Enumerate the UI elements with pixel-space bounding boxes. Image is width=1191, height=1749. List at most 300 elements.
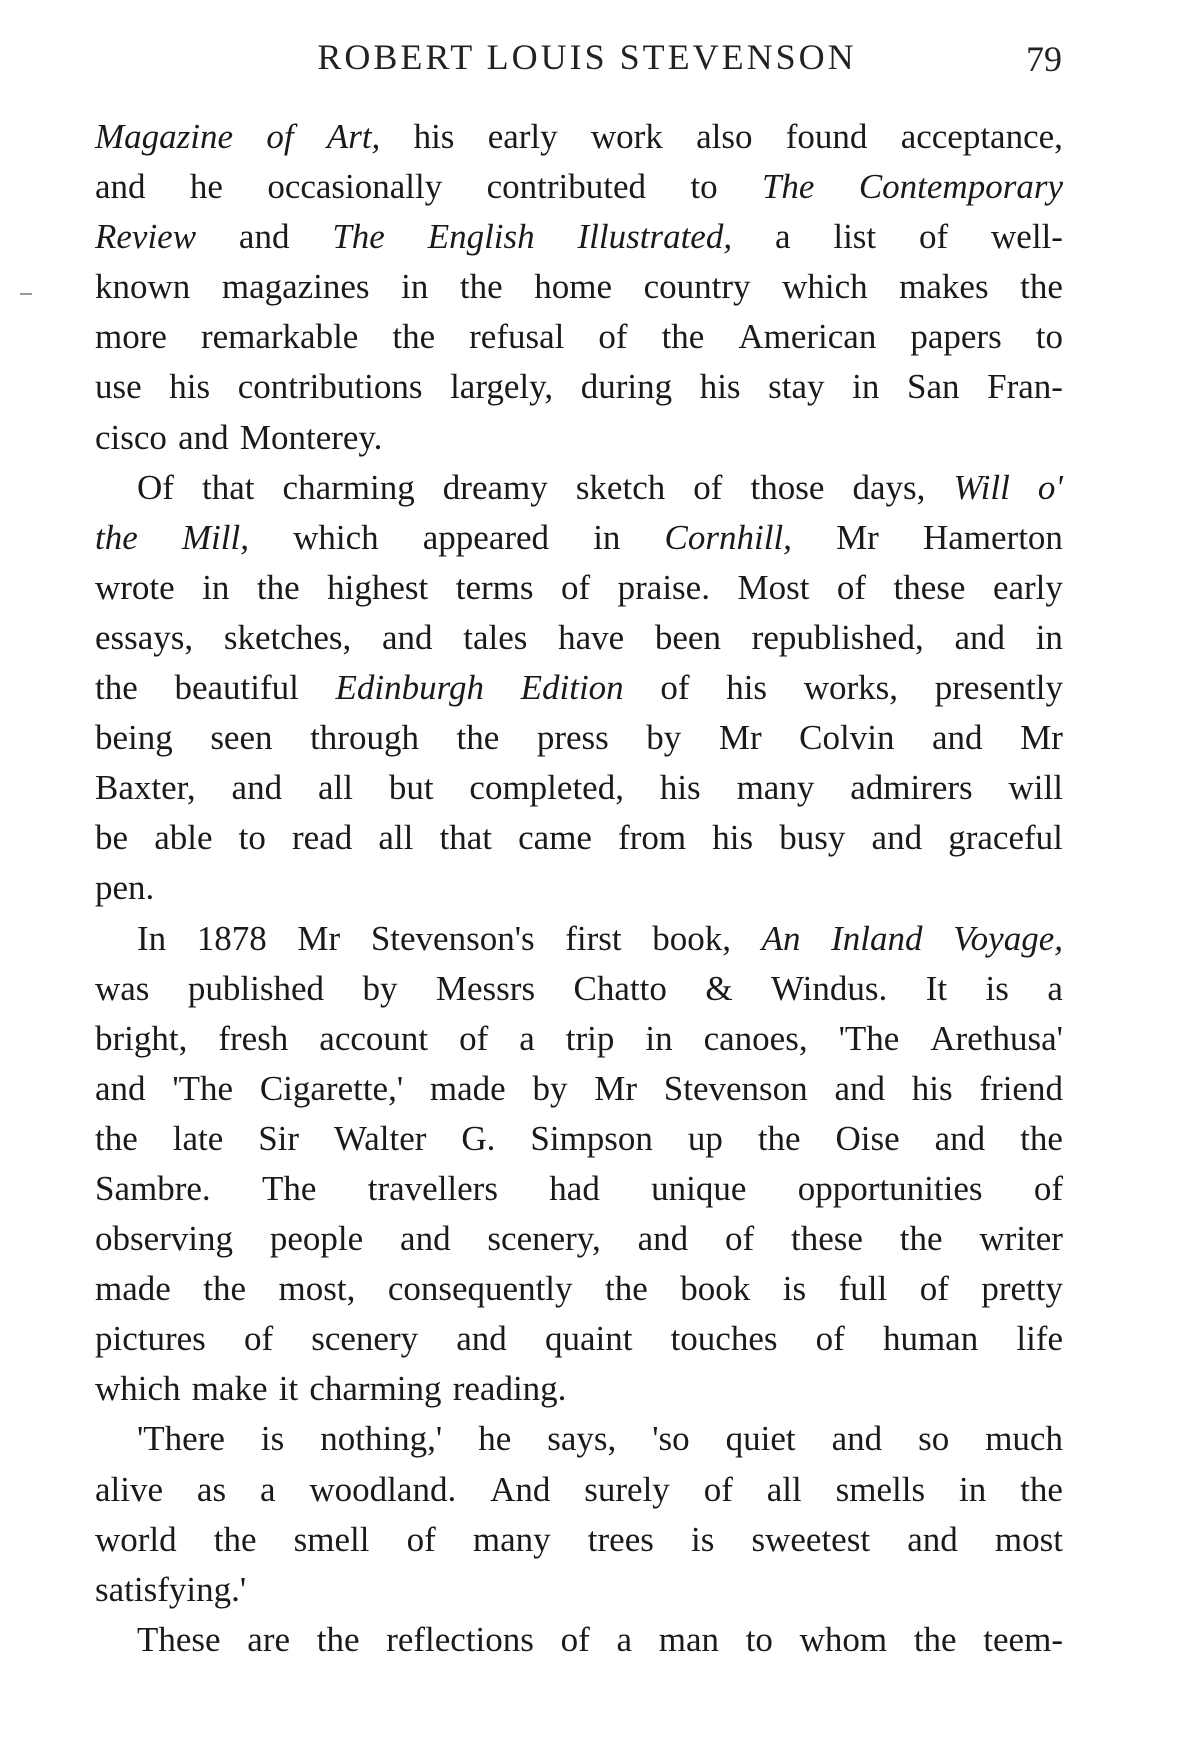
word: observing xyxy=(95,1219,234,1259)
word: a xyxy=(1047,968,1063,1008)
word: the xyxy=(899,1219,943,1259)
word: list xyxy=(833,217,877,257)
word: press xyxy=(536,718,609,758)
word: those xyxy=(750,467,825,507)
word: highest xyxy=(327,567,429,607)
word: admirers xyxy=(850,768,973,808)
word: be xyxy=(95,818,129,858)
word: consequently xyxy=(387,1269,573,1309)
word: his xyxy=(699,367,741,407)
word: touches xyxy=(670,1319,778,1359)
word: Colvin xyxy=(799,718,895,758)
text-line xyxy=(95,763,1063,813)
word: These xyxy=(137,1619,221,1659)
word: of xyxy=(815,1319,845,1359)
word: 'so xyxy=(652,1419,690,1459)
word: essays, xyxy=(95,617,194,657)
text-line xyxy=(95,513,1063,563)
word: charming xyxy=(282,467,415,507)
word: English xyxy=(427,217,535,257)
word: remarkable xyxy=(200,317,359,357)
word: and xyxy=(456,1319,507,1359)
text-line xyxy=(95,713,1063,763)
word: It xyxy=(925,968,948,1008)
word: his xyxy=(712,818,754,858)
word: Mr xyxy=(718,718,762,758)
word: the xyxy=(1020,1118,1063,1158)
word: and xyxy=(238,217,290,257)
word: graceful xyxy=(948,818,1063,858)
word: Contemporary xyxy=(858,167,1063,207)
word: will xyxy=(1008,768,1063,808)
word: Sir xyxy=(258,1118,300,1158)
word: by xyxy=(362,968,398,1008)
word: of xyxy=(725,1219,755,1259)
word: people xyxy=(269,1219,364,1259)
word: Mr xyxy=(1020,718,1063,758)
word: beautiful xyxy=(174,668,299,708)
text-line xyxy=(95,312,1063,362)
word: of xyxy=(560,1619,590,1659)
word: 'There xyxy=(137,1419,225,1459)
word: magazines xyxy=(221,267,370,307)
word: 'The xyxy=(838,1018,900,1058)
word: to xyxy=(745,1619,773,1659)
word: Stevenson's xyxy=(370,918,535,958)
word: most xyxy=(994,1519,1063,1559)
word: Mr xyxy=(594,1068,638,1108)
word: and xyxy=(871,818,923,858)
word: in xyxy=(852,367,880,407)
word: Oise xyxy=(835,1118,900,1158)
word: busy xyxy=(779,818,846,858)
word: these xyxy=(791,1219,863,1259)
word: 1878 xyxy=(196,918,267,958)
word: fresh xyxy=(218,1018,289,1058)
word: trip xyxy=(565,1018,615,1058)
word: is xyxy=(782,1269,807,1309)
word: The xyxy=(332,217,385,257)
word: are xyxy=(247,1619,291,1659)
word: o' xyxy=(1037,467,1063,507)
word: Simpson xyxy=(530,1118,653,1158)
word: these xyxy=(893,567,966,607)
word: completed, xyxy=(469,768,624,808)
text-line xyxy=(95,813,1063,863)
word: of xyxy=(459,1018,489,1058)
running-title: ROBERT LOUIS STEVENSON xyxy=(317,37,857,77)
word: and xyxy=(381,617,433,657)
word: Cornhill, xyxy=(664,517,792,557)
word: of xyxy=(660,668,690,708)
word: and xyxy=(637,1219,689,1259)
word: as xyxy=(196,1469,227,1509)
word: of xyxy=(919,1269,949,1309)
word: reading. xyxy=(452,1369,567,1409)
word: his xyxy=(911,1068,953,1108)
word: papers xyxy=(910,317,1002,357)
word: the xyxy=(213,1519,257,1559)
word: of xyxy=(919,217,949,257)
word: home xyxy=(534,267,613,307)
word: Fran- xyxy=(987,367,1063,407)
word: of xyxy=(561,567,591,607)
word: Voyage, xyxy=(953,918,1063,958)
word: late xyxy=(172,1118,224,1158)
word: Art, xyxy=(326,117,381,156)
word: the xyxy=(95,668,138,708)
word: makes xyxy=(899,267,989,307)
word: Mill, xyxy=(181,517,249,557)
word: of xyxy=(836,567,867,607)
word: & xyxy=(705,968,733,1008)
word: a xyxy=(519,1018,535,1058)
text-line xyxy=(95,1515,1063,1565)
word: is xyxy=(260,1419,285,1459)
word: been xyxy=(654,617,721,657)
word: much xyxy=(985,1419,1063,1459)
word: charming xyxy=(309,1369,442,1409)
word: republished, xyxy=(751,617,924,657)
word: Arethusa' xyxy=(930,1018,1063,1058)
word: the xyxy=(913,1619,957,1659)
word: and xyxy=(934,1118,986,1158)
text-line xyxy=(95,613,1063,663)
word: human xyxy=(882,1319,979,1359)
word: occasionally xyxy=(267,167,443,207)
word: and xyxy=(400,1219,451,1259)
word: the xyxy=(1020,1469,1063,1509)
word: G. xyxy=(461,1118,496,1158)
word: Monterey. xyxy=(239,417,383,457)
word: well- xyxy=(991,217,1063,257)
word: the xyxy=(459,267,503,307)
word: works, xyxy=(803,668,899,708)
word: In xyxy=(137,918,167,958)
word: which xyxy=(95,1369,181,1409)
word: And xyxy=(490,1469,551,1509)
word: book xyxy=(680,1269,751,1309)
word: tales xyxy=(463,617,528,657)
word: nothing,' xyxy=(320,1419,443,1459)
word: had xyxy=(549,1168,600,1208)
word: praise. xyxy=(617,567,710,607)
word: 'The xyxy=(172,1068,234,1108)
text-line xyxy=(95,1314,1063,1364)
word: Of xyxy=(137,467,174,507)
word: terms xyxy=(455,567,534,607)
word: life xyxy=(1016,1319,1063,1359)
word: in xyxy=(645,1018,673,1058)
text-line xyxy=(95,413,1063,463)
word: the xyxy=(95,1118,138,1158)
word: Magazine xyxy=(95,117,234,156)
word: able xyxy=(154,818,213,858)
word: his xyxy=(726,668,768,708)
word: appeared xyxy=(422,517,550,557)
page-number: 79 xyxy=(1026,39,1062,79)
word: scenery, xyxy=(487,1219,601,1259)
word: to xyxy=(690,167,718,207)
word: first xyxy=(565,918,622,958)
word: quiet xyxy=(725,1419,796,1459)
word: early xyxy=(487,117,558,156)
word: travellers xyxy=(367,1168,498,1208)
word: pen. xyxy=(95,868,155,908)
word: but xyxy=(388,768,434,808)
word: his xyxy=(169,367,211,407)
word: in xyxy=(958,1469,987,1509)
word: book, xyxy=(652,918,732,958)
word: early xyxy=(992,567,1063,607)
word: Review xyxy=(95,217,197,257)
word: his xyxy=(413,117,455,156)
word: satisfying.' xyxy=(95,1569,247,1609)
word: Stevenson xyxy=(663,1068,808,1108)
word: Mr xyxy=(297,918,341,958)
word: many xyxy=(472,1519,551,1559)
text-line xyxy=(95,463,1063,513)
text-line xyxy=(95,964,1063,1014)
word: and xyxy=(231,768,283,808)
text-line xyxy=(95,1615,1063,1665)
word: of xyxy=(243,1319,274,1359)
word: which xyxy=(782,267,868,307)
word: unique xyxy=(651,1168,747,1208)
word: being xyxy=(95,718,173,758)
word: quaint xyxy=(544,1319,633,1359)
word: which xyxy=(293,517,379,557)
word: opportunities xyxy=(797,1168,983,1208)
word: bright, xyxy=(95,1018,188,1058)
word: by xyxy=(646,718,682,758)
text-line xyxy=(95,1565,1063,1615)
word: and xyxy=(95,167,146,207)
word: contributed xyxy=(486,167,647,207)
word: the xyxy=(1020,267,1063,307)
word: refusal xyxy=(469,317,565,357)
word: made xyxy=(95,1269,171,1309)
word: Mr xyxy=(836,517,879,557)
word: the xyxy=(316,1619,360,1659)
word: a xyxy=(774,217,791,257)
word: the xyxy=(256,567,300,607)
word: that xyxy=(439,818,492,858)
text-line xyxy=(95,1364,1063,1414)
word: make xyxy=(191,1369,268,1409)
word: Baxter, xyxy=(95,768,196,808)
word: the xyxy=(757,1118,801,1158)
word: full xyxy=(838,1269,888,1309)
word: wrote xyxy=(95,567,175,607)
word: days, xyxy=(852,467,926,507)
body-text xyxy=(95,112,1063,1665)
word: is xyxy=(985,968,1009,1008)
margin-mark xyxy=(20,293,32,295)
word: The xyxy=(761,167,815,207)
word: more xyxy=(95,317,167,357)
word: says, xyxy=(547,1419,617,1459)
text-line xyxy=(95,262,1063,312)
word: many xyxy=(736,768,815,808)
word: Walter xyxy=(334,1118,427,1158)
word: Messrs xyxy=(435,968,536,1008)
word: The xyxy=(262,1168,317,1208)
word: largely, xyxy=(450,367,554,407)
word: Cigarette,' xyxy=(259,1068,404,1108)
word: to xyxy=(1035,317,1063,357)
text-line xyxy=(95,162,1063,212)
word: the xyxy=(456,718,500,758)
word: American xyxy=(738,317,877,357)
text-line xyxy=(95,1114,1063,1164)
word: in xyxy=(202,567,230,607)
word: whom xyxy=(799,1619,888,1659)
word: found xyxy=(785,117,868,156)
word: in xyxy=(593,517,621,557)
word: canoes, xyxy=(703,1018,808,1058)
word: Chatto xyxy=(573,968,667,1008)
text-line xyxy=(95,563,1063,613)
word: most, xyxy=(278,1269,356,1309)
word: published xyxy=(187,968,324,1008)
text-line xyxy=(95,1064,1063,1114)
word: and xyxy=(834,1068,885,1108)
word: of xyxy=(406,1519,436,1559)
word: scenery xyxy=(311,1319,419,1359)
word: the xyxy=(661,317,705,357)
word: teem- xyxy=(983,1619,1063,1659)
word: and xyxy=(932,718,983,758)
word: acceptance, xyxy=(900,117,1063,156)
text-line xyxy=(95,112,1063,162)
word: came xyxy=(518,818,592,858)
text-line xyxy=(95,1014,1063,1064)
word: the xyxy=(95,517,138,557)
word: have xyxy=(558,617,625,657)
word: reflections xyxy=(386,1619,534,1659)
text-line xyxy=(95,1414,1063,1464)
word: Inland xyxy=(831,918,923,958)
word: and xyxy=(178,417,229,457)
word: made xyxy=(429,1068,506,1108)
word: to xyxy=(238,818,266,858)
word: of xyxy=(703,1469,733,1509)
word: contributions xyxy=(237,367,423,407)
word: the xyxy=(203,1269,247,1309)
word: dreamy xyxy=(442,467,548,507)
word: also xyxy=(696,117,753,156)
word: cisco xyxy=(95,417,167,457)
word: known xyxy=(95,267,191,307)
word: trees xyxy=(587,1519,654,1559)
word: through xyxy=(310,718,419,758)
word: all xyxy=(378,818,414,858)
word: he xyxy=(478,1419,512,1459)
text-line xyxy=(95,914,1063,964)
word: the xyxy=(605,1269,648,1309)
word: An xyxy=(761,918,801,958)
word: and xyxy=(907,1519,958,1559)
text-line xyxy=(95,663,1063,713)
word: was xyxy=(95,968,150,1008)
word: pictures xyxy=(95,1319,206,1359)
text-line xyxy=(95,863,1063,913)
text-line xyxy=(95,1164,1063,1214)
word: of xyxy=(693,467,723,507)
word: alive xyxy=(95,1469,164,1509)
word: so xyxy=(918,1419,950,1459)
word: seen xyxy=(210,718,273,758)
word: Edition xyxy=(520,668,624,708)
word: it xyxy=(278,1369,299,1409)
word: his xyxy=(659,768,701,808)
text-line xyxy=(95,1214,1063,1264)
word: Illustrated, xyxy=(577,217,733,257)
word: pretty xyxy=(981,1269,1063,1309)
word: and xyxy=(831,1419,883,1459)
word: sketch xyxy=(575,467,666,507)
word: man xyxy=(658,1619,719,1659)
word: that xyxy=(202,467,255,507)
word: from xyxy=(618,818,687,858)
word: in xyxy=(1035,617,1063,657)
word: up xyxy=(687,1118,723,1158)
word: account xyxy=(319,1018,429,1058)
word: friend xyxy=(979,1068,1063,1108)
word: of xyxy=(598,317,628,357)
word: and xyxy=(95,1068,146,1108)
word: he xyxy=(189,167,223,207)
word: sweetest xyxy=(751,1519,871,1559)
text-line xyxy=(95,212,1063,262)
word: all xyxy=(766,1469,802,1509)
word: country xyxy=(643,267,751,307)
word: the xyxy=(392,317,436,357)
word: by xyxy=(532,1068,568,1108)
word: Most xyxy=(737,567,810,607)
word: a xyxy=(259,1469,276,1509)
word: read xyxy=(292,818,353,858)
running-header xyxy=(92,30,1062,86)
word: writer xyxy=(979,1219,1063,1259)
word: smells xyxy=(835,1469,926,1509)
word: of xyxy=(1033,1168,1063,1208)
word: is xyxy=(691,1519,715,1559)
word: Edinburgh xyxy=(335,668,484,708)
word: woodland. xyxy=(309,1469,457,1509)
text-line xyxy=(95,362,1063,412)
word: and xyxy=(954,617,1005,657)
word: of xyxy=(266,117,294,156)
word: world xyxy=(95,1519,177,1559)
word: Hamerton xyxy=(922,517,1063,557)
word: stay xyxy=(768,367,825,407)
word: San xyxy=(907,367,960,407)
word: in xyxy=(401,267,429,307)
word: use xyxy=(95,367,142,407)
word: during xyxy=(580,367,673,407)
word: Windus. xyxy=(771,968,888,1008)
word: sketches, xyxy=(223,617,352,657)
word: a xyxy=(616,1619,633,1659)
text-line xyxy=(95,1264,1063,1314)
word: smell xyxy=(293,1519,370,1559)
word: work xyxy=(590,117,663,156)
word: Will xyxy=(953,467,1010,507)
word: presently xyxy=(934,668,1063,708)
word: all xyxy=(317,768,353,808)
